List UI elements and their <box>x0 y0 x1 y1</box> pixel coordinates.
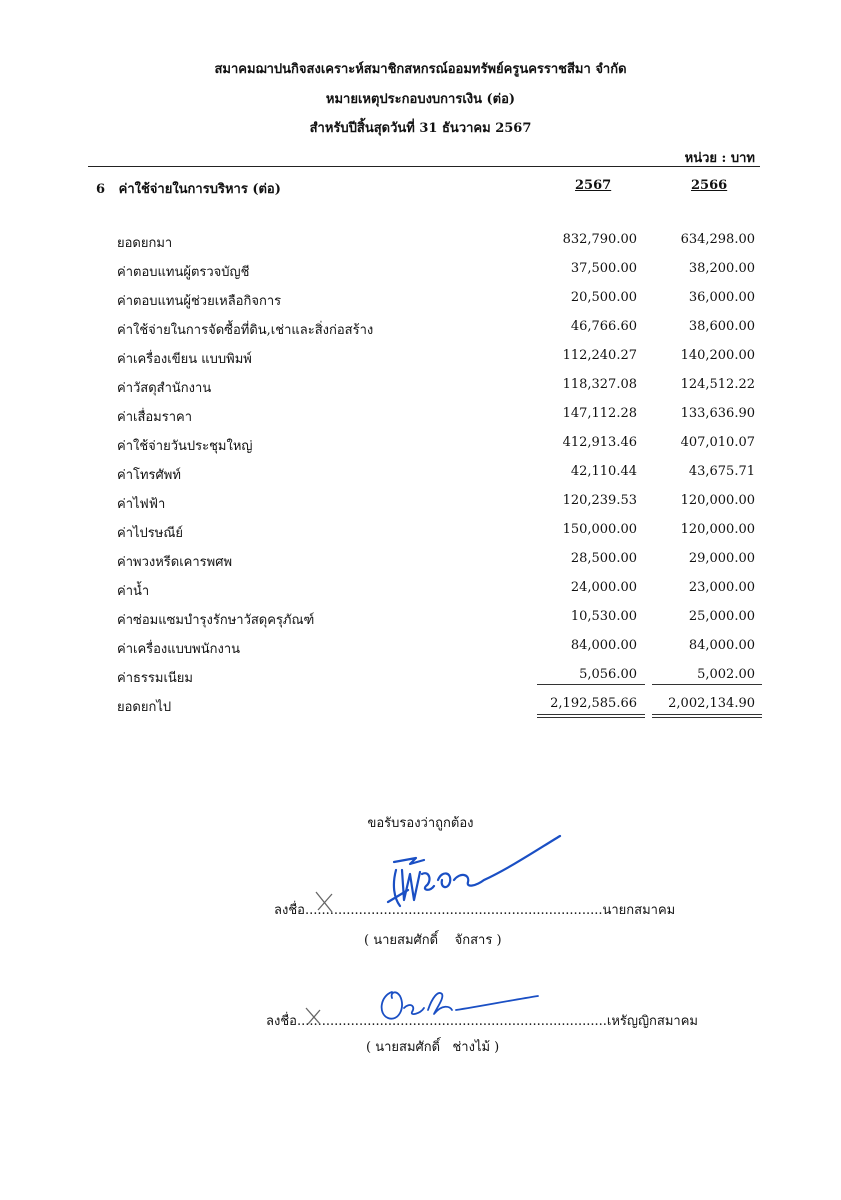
row-value-2566: 5,002.00 <box>697 667 755 682</box>
row-value-2566: 124,512.22 <box>680 377 755 392</box>
row-value-2566: 38,600.00 <box>688 319 755 334</box>
table-row <box>0 348 841 368</box>
sign-dots: ........................................................................... <box>296 1014 607 1029</box>
row-value-2567: 150,000.00 <box>562 522 637 537</box>
table-row <box>0 290 841 310</box>
cross-mark-icon <box>302 1004 324 1028</box>
row-value-2566: 634,298.00 <box>680 232 755 247</box>
row-value-2567: 10,530.00 <box>570 609 637 624</box>
section-heading <box>96 178 281 199</box>
row-value-2567: 84,000.00 <box>570 638 637 653</box>
total-rule-2567 <box>537 684 645 685</box>
table-row <box>0 319 841 339</box>
column-year-2566: 2566 <box>691 178 728 193</box>
row-label: ค่าใช้จ่ายในการจัดซื้อที่ดิน,เช่าและสิ่งก่อสร้าง <box>117 323 374 338</box>
section-title: ค่าใช้จ่ายในการบริหาร (ต่อ) <box>118 182 281 197</box>
table-row <box>0 232 841 252</box>
table-row <box>0 609 841 629</box>
row-value-2566: 140,200.00 <box>680 348 755 363</box>
table-row <box>0 580 841 600</box>
column-year-2567: 2567 <box>575 178 612 193</box>
row-value-2567: 112,240.27 <box>562 348 637 363</box>
period-line: สำหรับปีสิ้นสุดวันที่ 31 ธันวาคม 2567 <box>309 121 532 136</box>
treasurer-name: ( นายสมศักดิ์ ช่างไม้ ) <box>366 1040 500 1055</box>
row-label: ค่าพวงหรีดเคารพศพ <box>117 555 233 570</box>
row-value-2567: 832,790.00 <box>562 232 637 247</box>
row-value-2566: 43,675.71 <box>688 464 755 479</box>
row-label: ค่าเครื่องเขียน แบบพิมพ์ <box>117 352 252 367</box>
row-label: ค่าตอบแทนผู้ตรวจบัญชี <box>117 265 250 280</box>
row-value-2566: 38,200.00 <box>688 261 755 276</box>
certification-text: ขอรับรองว่าถูกต้อง <box>367 816 474 831</box>
table-row <box>0 551 841 571</box>
row-value-2567: 28,500.00 <box>570 551 637 566</box>
document-subtitle: หมายเหตุประกอบงบการเงิน (ต่อ) <box>325 92 516 107</box>
row-value-2567: 42,110.44 <box>570 464 637 479</box>
row-value-2567: 5,056.00 <box>579 667 637 682</box>
sign-role: เหรัญญิกสมาคม <box>606 1014 698 1029</box>
row-label: ค่าเครื่องแบบพนักงาน <box>117 642 241 657</box>
row-value-2566: 407,010.07 <box>680 435 755 450</box>
row-value-2567: 120,239.53 <box>562 493 637 508</box>
sign-prefix: ลงชื่อ <box>274 903 305 918</box>
row-label: ยอดยกไป <box>117 700 172 715</box>
table-row <box>0 261 841 281</box>
section-number: 6 <box>96 182 106 197</box>
row-value-2566: 120,000.00 <box>680 493 755 508</box>
row-label: ค่าโทรศัพท์ <box>117 468 181 483</box>
table-row <box>0 464 841 484</box>
president-name: ( นายสมศักดิ์ จักสาร ) <box>364 933 502 948</box>
table-row <box>0 406 841 426</box>
row-label: ค่าซ่อมแซมบำรุงรักษาวัสดุครุภัณฑ์ <box>117 613 315 628</box>
sign-dots: ........................................................................ <box>304 903 603 918</box>
table-row <box>0 493 841 513</box>
org-title: สมาคมฌาปนกิจสงเคราะห์สมาชิกสหกรณ์ออมทรัพย์ครูนครราชสีมา จำกัด <box>214 62 627 77</box>
row-label: ค่าไฟฟ้า <box>117 497 166 512</box>
header-rule <box>88 166 760 167</box>
table-row <box>0 638 841 658</box>
double-underline-2566 <box>652 714 762 718</box>
row-value-2567: 118,327.08 <box>562 377 637 392</box>
row-value-2566: 25,000.00 <box>688 609 755 624</box>
signature-line-treasurer <box>266 1010 698 1031</box>
row-label: ค่าตอบแทนผู้ช่วยเหลือกิจการ <box>117 294 282 309</box>
row-value-2567: 2,192,585.66 <box>550 696 637 711</box>
row-value-2566: 120,000.00 <box>680 522 755 537</box>
row-value-2566: 23,000.00 <box>688 580 755 595</box>
row-value-2566: 84,000.00 <box>688 638 755 653</box>
total-rule-2566 <box>652 684 762 685</box>
double-underline-2567 <box>537 714 645 718</box>
row-value-2567: 46,766.60 <box>570 319 637 334</box>
row-value-2567: 412,913.46 <box>562 435 637 450</box>
row-label: ค่าวัสดุสำนักงาน <box>117 381 212 396</box>
row-label: ค่าน้ำ <box>117 584 150 599</box>
total-row <box>0 696 841 716</box>
sign-role: นายกสมาคม <box>602 903 676 918</box>
table-row <box>0 522 841 542</box>
row-label: ค่าใช้จ่ายวันประชุมใหญ่ <box>117 439 253 454</box>
sign-prefix: ลงชื่อ <box>266 1014 297 1029</box>
row-label: ค่าไปรษณีย์ <box>117 526 184 541</box>
row-value-2566: 36,000.00 <box>688 290 755 305</box>
row-value-2566: 133,636.90 <box>680 406 755 421</box>
row-value-2567: 37,500.00 <box>570 261 637 276</box>
row-value-2567: 20,500.00 <box>570 290 637 305</box>
cross-mark-icon <box>312 888 336 916</box>
table-row <box>0 377 841 397</box>
row-value-2566: 2,002,134.90 <box>668 696 755 711</box>
row-label: ยอดยกมา <box>117 236 173 251</box>
row-value-2567: 147,112.28 <box>562 406 637 421</box>
row-label: ค่าธรรมเนียม <box>117 671 193 686</box>
row-value-2567: 24,000.00 <box>570 580 637 595</box>
unit-label: หน่วย : บาท <box>684 151 755 166</box>
row-value-2566: 29,000.00 <box>688 551 755 566</box>
row-label: ค่าเสื่อมราคา <box>117 410 193 425</box>
table-row <box>0 435 841 455</box>
